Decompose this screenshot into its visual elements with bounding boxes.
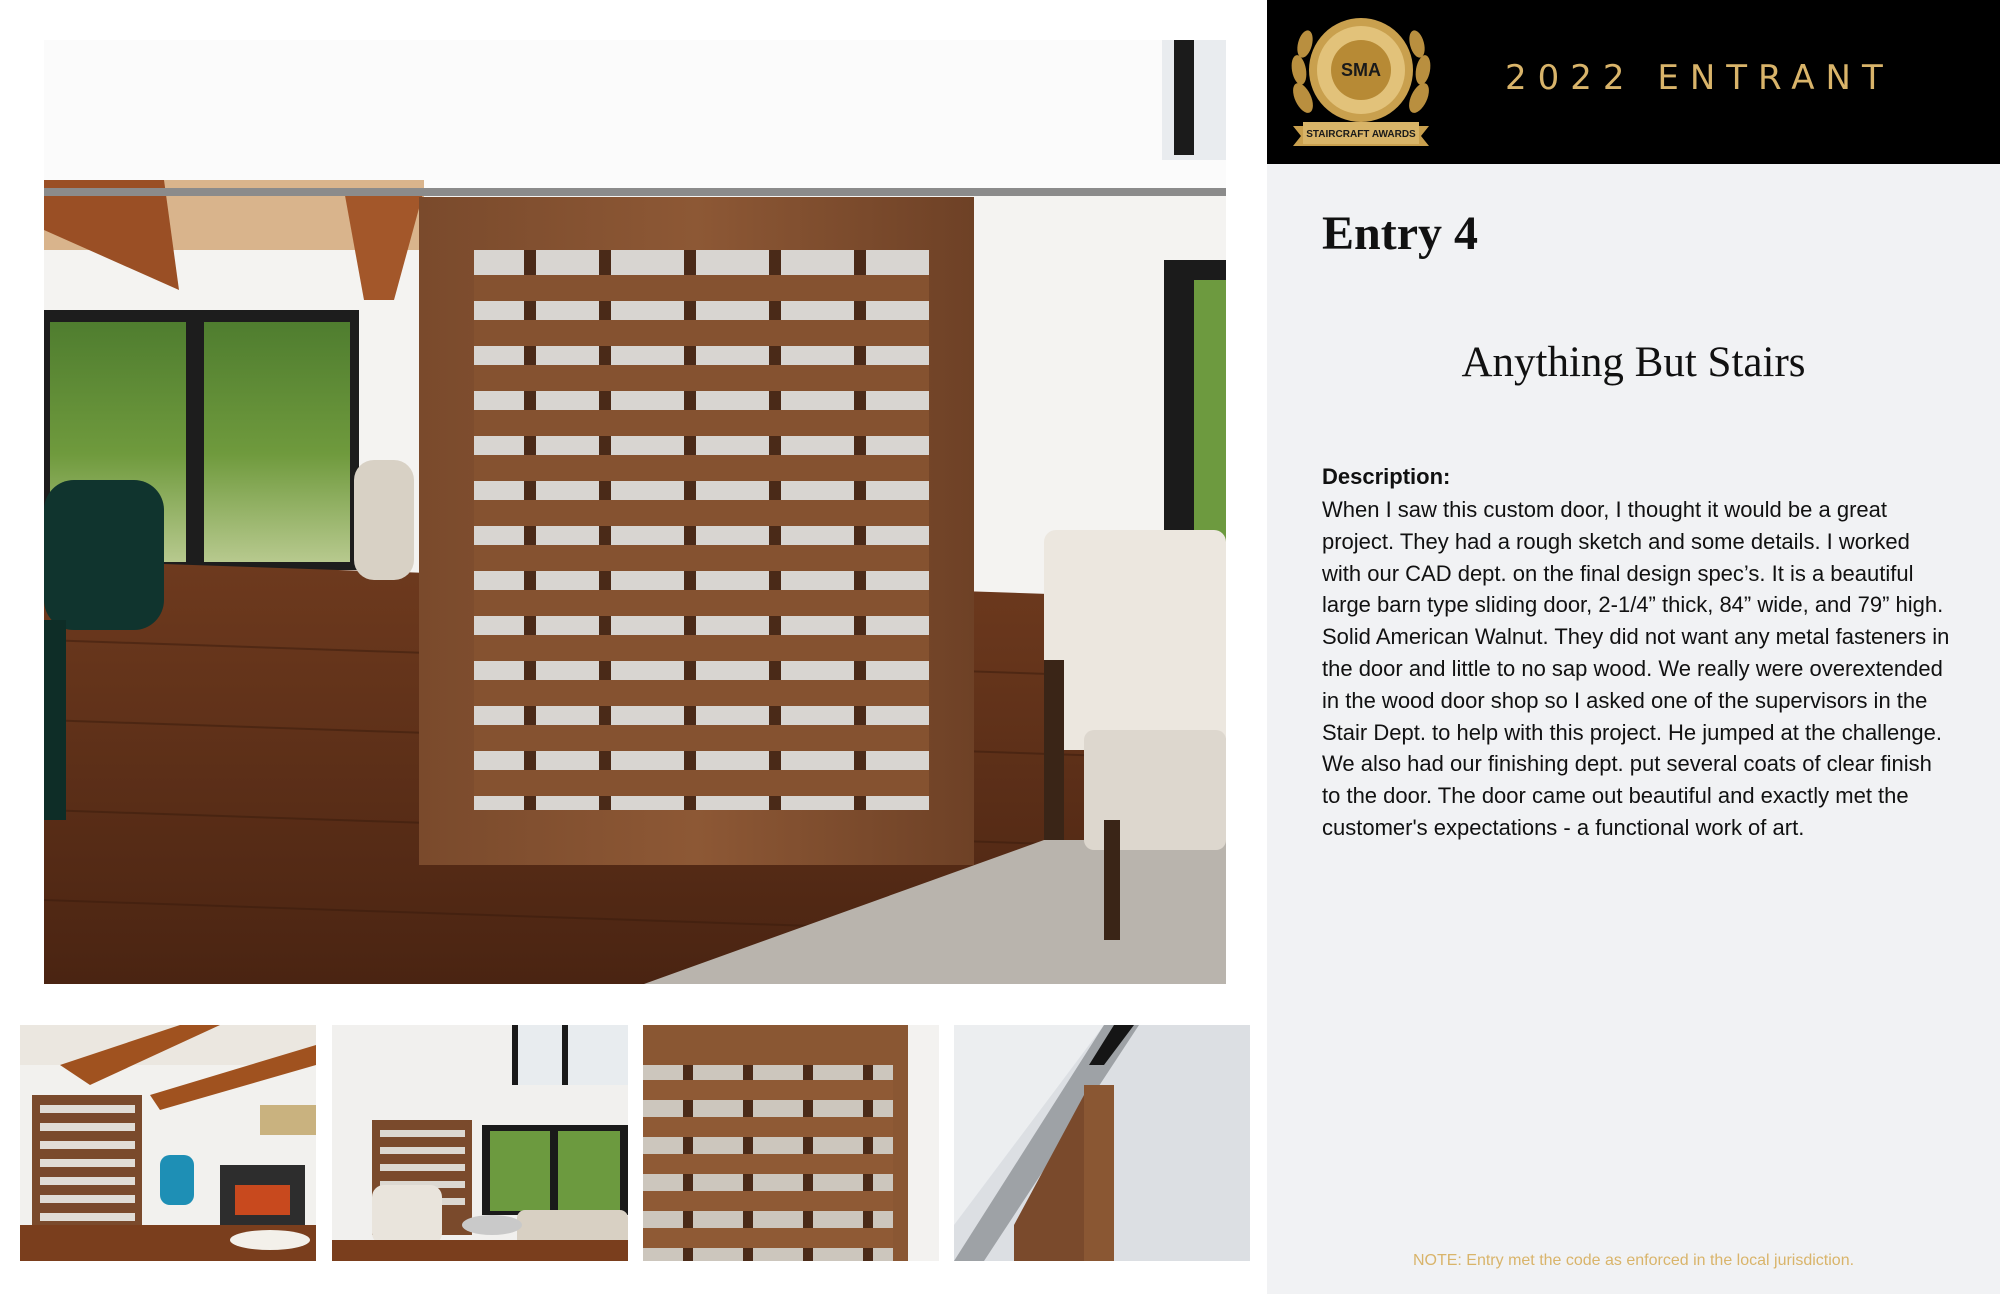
main-photo xyxy=(44,40,1226,984)
thumbnail-photo-1[interactable] xyxy=(20,1025,316,1261)
entrant-year-label: 2022 ENTRANT xyxy=(1505,58,1894,98)
thumbnail-photo-2[interactable] xyxy=(332,1025,628,1261)
seal-ribbon-text: STAIRCRAFT AWARDS xyxy=(1306,129,1416,140)
door-slats-closeup-photo xyxy=(643,1025,939,1261)
door-edge-track-closeup-photo xyxy=(954,1025,1250,1261)
sma-award-seal-logo xyxy=(1281,8,1441,158)
entrant-banner xyxy=(1267,0,2000,164)
entry-subtitle: Anything But Stairs xyxy=(1461,339,1806,386)
thumbnail-photo-3[interactable] xyxy=(643,1025,939,1261)
living-room-wide-view-photo xyxy=(332,1025,628,1261)
entry-info-panel xyxy=(1267,0,2000,1294)
seal-center-text: SMA xyxy=(1341,60,1381,80)
description-label: Description: xyxy=(1322,464,1451,489)
code-compliance-note: NOTE: Entry met the code as enforced in the local jurisdiction. xyxy=(1412,1252,1855,1269)
entry-title: Entry 4 xyxy=(1322,207,1478,260)
thumbnail-photo-4[interactable] xyxy=(954,1025,1250,1261)
description-text: When I saw this custom door, I thought it would be a great project. They had a rough sketch and some details. I worked with our CAD dept. on the final design spec’s. It is a beautiful large barn type sliding door, 2-1/4” thick, 84” wide, and 79” high. Solid American Walnut. They did not want any metal fasteners in the door and little to no sap wood. We really were overextended in the wood door shop so I asked one of the supervisors in the Stair Dept. to help with this project. He jumped at the challenge. We also had our finishing dept. put several coats of clear finish to the door. The door came out beautiful and exactly met the customer's expectations - a functional work of art. xyxy=(1322,497,1950,840)
living-room-with-fireplace-photo xyxy=(20,1025,316,1261)
walnut-sliding-door-photo xyxy=(44,40,1226,984)
